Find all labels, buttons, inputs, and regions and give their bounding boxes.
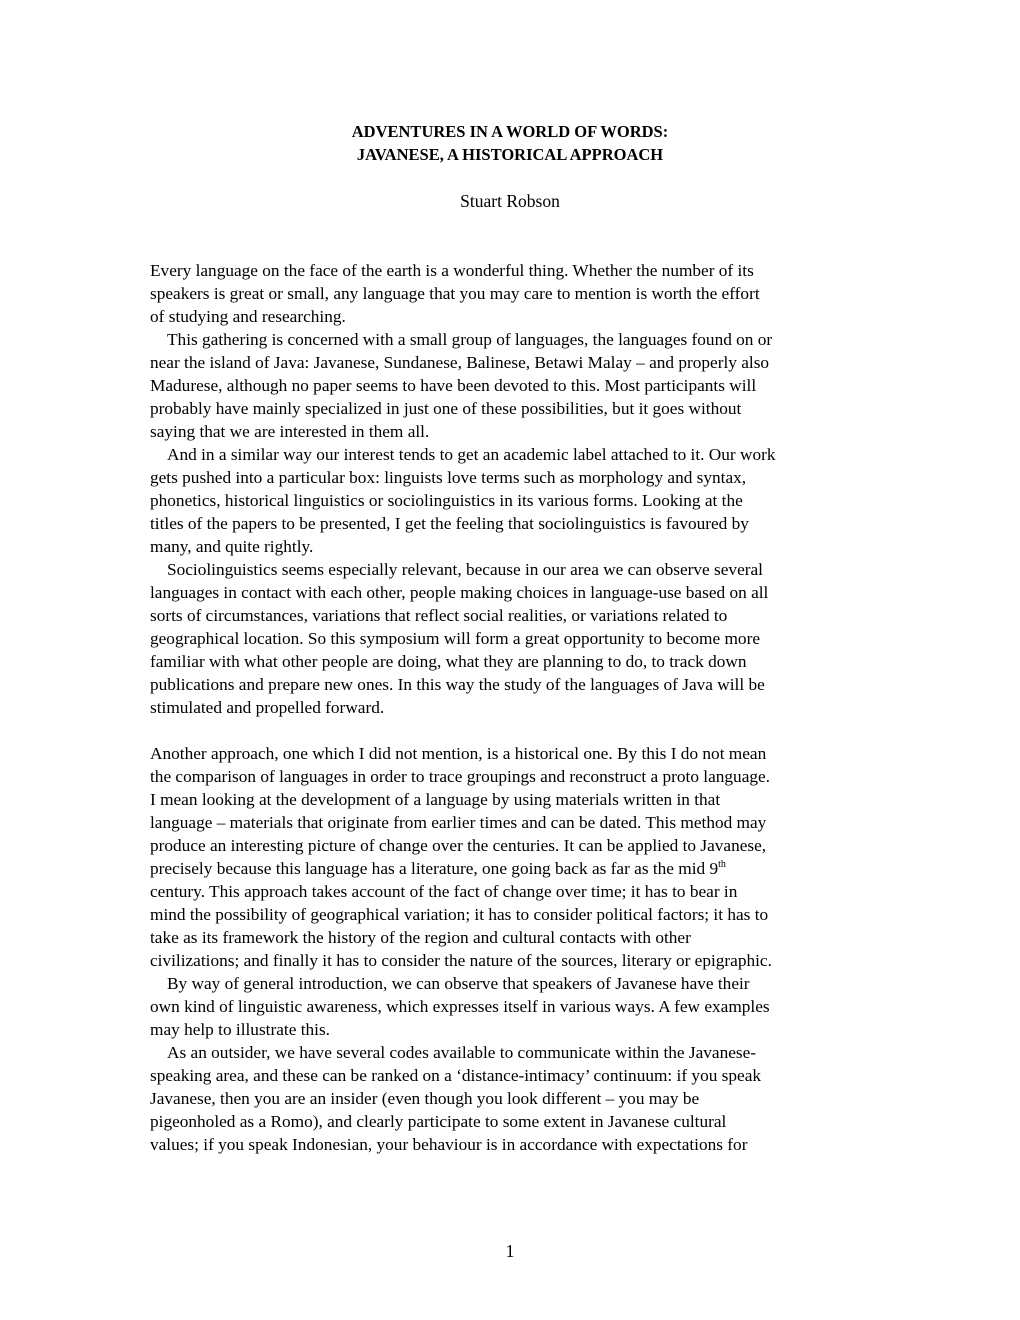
text-line: probably have mainly specialized in just one of these possibilities, but it goes without xyxy=(150,399,742,418)
title-line-1: ADVENTURES IN A WORLD OF WORDS: xyxy=(351,122,669,141)
text-line: stimulated and propelled forward. xyxy=(150,698,385,717)
text-line: Another approach, one which I did not mention, is a historical one. By this I do not mean xyxy=(150,744,767,763)
text-line: many, and quite rightly. xyxy=(150,537,314,556)
page-number: 1 xyxy=(505,1241,515,1261)
title-line-2: JAVANESE, A HISTORICAL APPROACH xyxy=(356,145,664,164)
text-line: Madurese, although no paper seems to have been devoted to this. Most participants will xyxy=(150,376,757,395)
text-line: mind the possibility of geographical variation; it has to consider political factors; it has to xyxy=(150,905,769,924)
text-line: I mean looking at the development of a language by using materials written in that xyxy=(150,790,721,809)
text-line: produce an interesting picture of change over the centuries. It can be applied to Javanese, xyxy=(150,836,767,855)
text-line: Sociolinguistics seems especially relevant, because in our area we can observe several xyxy=(167,560,763,579)
text-line: familiar with what other people are doing, what they are planning to do, to track down xyxy=(150,652,747,671)
document-title xyxy=(150,120,870,166)
superscript-th: th xyxy=(718,859,726,870)
text-line: century. This approach takes account of the fact of change over time; it has to bear in xyxy=(150,882,738,901)
text-line: This gathering is concerned with a small group of languages, the languages found on or xyxy=(167,330,773,349)
text-line: And in a similar way our interest tends to get an academic label attached to it. Our work xyxy=(167,445,776,464)
text-line: own kind of linguistic awareness, which expresses itself in various ways. A few examples xyxy=(150,997,770,1016)
text-line: As an outsider, we have several codes available to communicate within the Javanese- xyxy=(167,1043,757,1062)
text-line: values; if you speak Indonesian, your behaviour is in accordance with expectations for xyxy=(150,1135,748,1154)
text-line: of studying and researching. xyxy=(150,307,346,326)
text-line: the comparison of languages in order to trace groupings and reconstruct a proto language. xyxy=(150,767,770,786)
text-line: Javanese, then you are an insider (even though you look different – you may be xyxy=(150,1089,700,1108)
text-line: near the island of Java: Javanese, Sundanese, Balinese, Betawi Malay – and properly also xyxy=(150,353,770,372)
text-line: Every language on the face of the earth is a wonderful thing. Whether the number of its xyxy=(150,261,754,280)
text-line: gets pushed into a particular box: linguists love terms such as morphology and syntax, xyxy=(150,468,747,487)
text-line: saying that we are interested in them all. xyxy=(150,422,430,441)
text-line: phonetics, historical linguistics or sociolinguistics in its various forms. Looking at the xyxy=(150,491,743,510)
text-line: publications and prepare new ones. In this way the study of the languages of Java will be xyxy=(150,675,765,694)
text-line-with-superscript xyxy=(150,857,875,880)
body-text xyxy=(150,259,875,1156)
paragraph-gap xyxy=(150,719,875,742)
text-line: speakers is great or small, any language that you may care to mention is worth the effort xyxy=(150,284,760,303)
text-line: titles of the papers to be presented, I get the feeling that sociolinguistics is favoured by xyxy=(150,514,749,533)
text-line: By way of general introduction, we can observe that speakers of Javanese have their xyxy=(167,974,750,993)
text-line: pigeonholed as a Romo), and clearly participate to some extent in Javanese cultural xyxy=(150,1112,727,1131)
text-segment: precisely because this language has a literature, one going back as far as the mid 9 xyxy=(150,859,719,878)
text-line: language – materials that originate from earlier times and can be dated. This method may xyxy=(150,813,767,832)
text-line: sorts of circumstances, variations that reflect social realities, or variations related to xyxy=(150,606,728,625)
text-line: languages in contact with each other, people making choices in language-use based on all xyxy=(150,583,769,602)
text-line: speaking area, and these can be ranked on a ‘distance-intimacy’ continuum: if you speak xyxy=(150,1066,762,1085)
text-line: take as its framework the history of the region and cultural contacts with other xyxy=(150,928,691,947)
text-line: may help to illustrate this. xyxy=(150,1020,330,1039)
author-name: Stuart Robson xyxy=(460,191,560,211)
text-line: civilizations; and finally it has to consider the nature of the sources, literary or epigraphic. xyxy=(150,951,772,970)
text-line: geographical location. So this symposium will form a great opportunity to become more xyxy=(150,629,760,648)
